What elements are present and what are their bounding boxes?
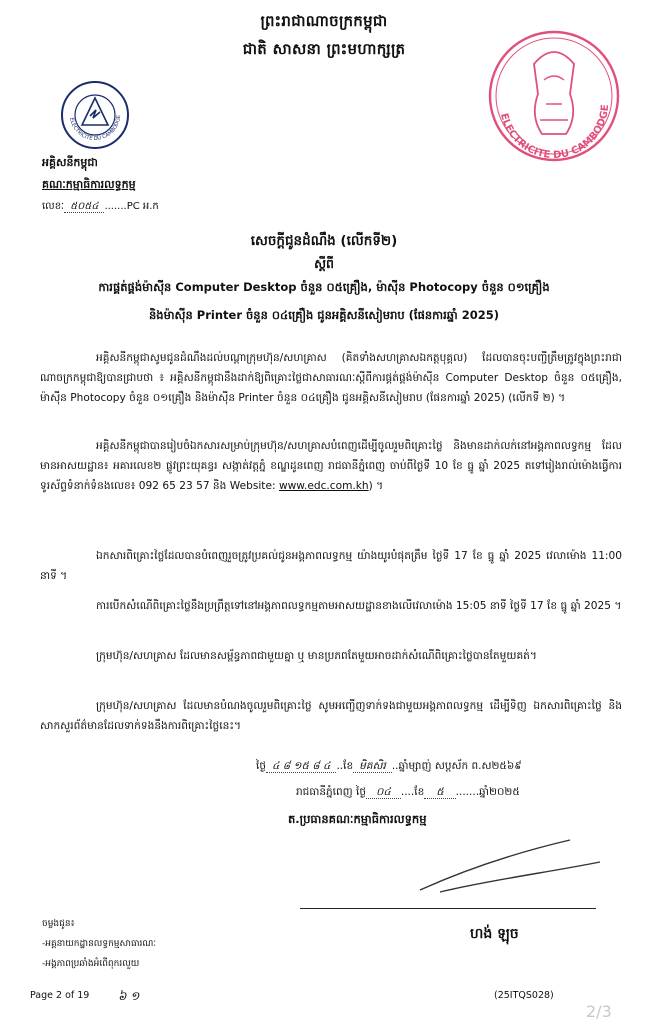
paragraph-1: អគ្គិសនីកម្ពុជាសូមជូនដំណឹងដល់បណ្តាក្រុមហ៊ុន/សហគ្រាស (គិតទាំងសហគ្រាសឯកត្តបុគ្គល) ដែលបានចុះបញ្ជីត្រឹមត្រូវក្នុងព្រះរាជាណាចក្រកម្ពុជាឱ្យបានជ្រាបថា ៖ អគ្គិសនីកម្ពុជានឹងដាក់ឱ្យពិគ្រោះថ្លៃជាសាធារណៈស្តីពីការផ្គត់ផ្គង់ម៉ាស៊ីន Computer Desktop ចំនួន ០៥គ្រឿង, ម៉ាស៊ីន Photocopy ចំនួន ០១គ្រឿង និងម៉ាស៊ីន Printer ចំនួន ០៤គ្រឿង ជូនអគ្គិសនីសៀមរាប (ផែនការឆ្នាំ 2025) (លើកទី ២) ។ — [40, 352, 622, 404]
issuer-org: អគ្គិសនីកម្ពុជា — [42, 156, 98, 169]
logo-ring-text: ELECTRICITE DU CAMBODGE — [68, 114, 123, 143]
day-fill: ០៤ — [366, 786, 401, 799]
signer-title-line: ត.ប្រធានគណៈកម្មាធិការលទ្ធកម្ម — [288, 812, 427, 826]
reference-prefix: លេខៈ — [42, 201, 65, 212]
document-code: (25ITQS028) — [494, 990, 554, 1001]
page-number: Page 2 of 19 — [30, 990, 90, 1001]
city-date-line: រាជធានីភ្នំពេញ ថ្ងៃ ០៤ ....ខែ ៥ .......ឆ្នាំ២០២៥ — [296, 786, 520, 798]
svg-text:ELECTRICITE DU CAMBODGE — [68, 115, 122, 142]
edc-logo-icon — [60, 80, 130, 150]
paragraph-5: ក្រុមហ៊ុន/សហគ្រាស ដែលមានសម្ព័ន្ធភាពជាមួយគ្នា ឬ មានប្រភពតែមួយអាចដាក់សំណើពិគ្រោះថ្លៃបានតែមួយគត់។ — [96, 650, 537, 662]
svg-text:ELECTRICITE DU CAMBODGE — [498, 104, 611, 161]
signature-icon — [400, 832, 620, 902]
signer-title: ប្រធានគណៈកម្មាធិការលទ្ធកម្ម — [299, 812, 427, 826]
lunar-date-fill: ៤ ៨ ១៥ ៨ ៤ — [266, 760, 336, 773]
subject-line-1: ការផ្គត់ផ្គង់ម៉ាស៊ីន Computer Desktop ចំនួន ០៥គ្រឿង, ម៉ាស៊ីន Photocopy ចំនួន ០១គ្រឿង — [98, 280, 550, 294]
paragraph-4: ការបើកសំណើពិគ្រោះថ្លៃនឹងប្រព្រឹត្តទៅនៅអង្គភាពលទ្ធកម្មតាមអាសយដ្ឋានខាងលើវេលាម៉ោង 15:05 នាទី ថ្ងៃទី 17 ខែ ធ្នូ ឆ្នាំ 2025 ។ — [96, 600, 622, 612]
paragraph-2-end: ) ។ — [368, 480, 384, 492]
paragraph-2 — [40, 436, 622, 496]
signature-rule — [300, 908, 596, 909]
paragraph-6: ក្រុមហ៊ុន/សហគ្រាស ដែលមានបំណងចូលរួមពិគ្រោះថ្លៃ សូមអញ្ជើញទាក់ទងជាមួយអង្គភាពលទ្ធកម្ម ដើម្បីទិញ ឯកសារពិគ្រោះថ្លៃ និងសាកសួរព័ត៌មានដែលទាក់ទងនឹងការពិគ្រោះថ្លៃនេះ។ — [40, 700, 622, 732]
paragraph-2-text: អគ្គិសនីកម្ពុជាបានរៀបចំឯកសារសម្រាប់ក្រុមហ៊ុន/សហគ្រាសបំពេញដើម្បីចូលរួមពិគ្រោះថ្លៃ និងមានដាក់លក់នៅអង្គភាពលទ្ធកម្ម ដែលមានអាសយដ្ឋាន៖ អគារលេខ២ ផ្លូវព្រះយុគន្ធរ សង្កាត់វត្តភ្នំ ខណ្ឌដូនពេញ រាជធានីភ្នំពេញ ចាប់ពីថ្ងៃទី 10 ខែ ធ្នូ ឆ្នាំ 2025 តទៅរៀងរាល់ម៉ោងធ្វើការ ទូរស័ព្ទទំនាក់ទំនងលេខ៖ 092 65 23 57 និង Website: — [40, 440, 622, 492]
seal-text: ELECTRICITE DU CAMBODGE — [497, 104, 612, 162]
subject-line-2: និងម៉ាស៊ីន Printer ចំនួន ០៤គ្រឿង ជូនអគ្គិសនីសៀមរាប (ផែនការឆ្នាំ 2025) — [149, 308, 499, 322]
issuer-committee: គណៈកម្មាធិការលទ្ធកម្ម — [42, 178, 136, 191]
reference-number: ៥០៥៤ — [64, 201, 104, 213]
kingdom-heading: ព្រះរាជាណាចក្រកម្ពុជា — [260, 12, 388, 30]
website-link[interactable]: www.edc.com.kh — [278, 480, 369, 492]
cc-label: ចម្លងជូន៖ — [42, 919, 75, 929]
lunar-date-line: ថ្ងៃ ៤ ៨ ១៥ ៨ ៤ ..ខែ មិគសិរ ..ឆ្នាំម្សាញ់ សប្តស័ក ព.ស២៥៦៩ — [256, 760, 522, 772]
reference-suffix: PC អ.ក — [126, 201, 159, 212]
paragraph-3: ឯកសារពិគ្រោះថ្លៃដែលបានបំពេញរួចត្រូវប្រគល់ជូនអង្គភាពលទ្ធកម្ម យ៉ាងយូរបំផុតត្រឹម ថ្ងៃទី 17 ខែ ធ្នូ ឆ្នាំ 2025 វេលាម៉ោង 11:00 នាទី ។ — [40, 550, 622, 582]
motto-heading: ជាតិ សាសនា ព្រះមហាក្សត្រ — [242, 40, 406, 58]
reference-line: លេខៈ ៥០៥៤ .......PC អ.ក — [42, 201, 159, 212]
cc-item: -អគ្គនាយកដ្ឋានលទ្ធកម្មសាធារណៈ — [42, 939, 157, 949]
handwritten-note: ៦ ១ — [118, 989, 140, 1003]
page-overlay-counter: 2/3 — [586, 1002, 612, 1021]
notice-title: សេចក្តីជូនដំណឹង (លើកទី២) — [250, 233, 398, 249]
official-seal-icon — [482, 24, 622, 174]
cc-item: -អង្គភាពប្រឆាំងអំពើពុករលួយ — [42, 959, 140, 969]
month-fill: ៥ — [424, 786, 455, 799]
signer-name: ហង់ ឡុច — [470, 926, 519, 942]
subject-label: ស្តីពី — [314, 256, 334, 271]
lunar-month-fill: មិគសិរ — [353, 760, 392, 773]
